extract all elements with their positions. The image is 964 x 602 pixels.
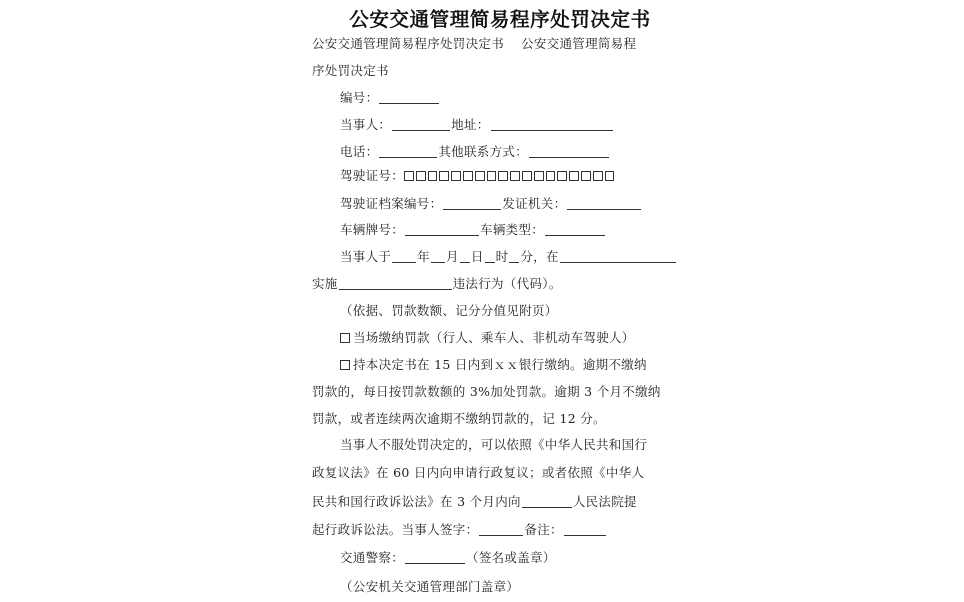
appeal-text-3b: 人民法院提 bbox=[572, 494, 637, 509]
appeal-text-3-row bbox=[312, 494, 637, 510]
onsite-payment-checkbox[interactable] bbox=[340, 333, 350, 343]
license-digit-box[interactable] bbox=[569, 171, 579, 181]
phone-label: 电话： bbox=[340, 144, 379, 159]
party-name-field[interactable] bbox=[392, 117, 450, 131]
party-signature-field[interactable] bbox=[479, 522, 523, 536]
appeal-text-3a: 民共和国行政诉讼法》在 3 个月内向 bbox=[312, 494, 521, 509]
license-digit-box[interactable] bbox=[463, 171, 473, 181]
license-digit-box[interactable] bbox=[487, 171, 497, 181]
other-contact-label: 其他联系方式： bbox=[438, 144, 529, 159]
department-seal-note: （公安机关交通管理部门盖章） bbox=[340, 579, 520, 594]
officer-signature-field[interactable] bbox=[405, 550, 465, 564]
bank-option-text-1: 持本决定书在 15 日内到ｘｘ银行缴纳。逾期不缴纳 bbox=[353, 357, 647, 372]
day-label: 日 bbox=[470, 249, 484, 264]
address-label: 地址： bbox=[451, 117, 490, 132]
appeal-text-2: 政复议法》在 60 日内向申请行政复议；或者依照《中华人 bbox=[312, 465, 645, 480]
onsite-option-row bbox=[340, 330, 635, 346]
party-row bbox=[340, 117, 614, 133]
license-label: 驾驶证号： bbox=[340, 168, 405, 183]
vehicle-type-field[interactable] bbox=[545, 222, 605, 236]
license-digit-box[interactable] bbox=[593, 171, 603, 181]
license-number-boxes[interactable] bbox=[404, 168, 616, 183]
hour-field[interactable] bbox=[485, 249, 495, 263]
violation-field[interactable] bbox=[339, 276, 452, 290]
license-digit-box[interactable] bbox=[404, 171, 414, 181]
appeal-text-4: 起行政诉讼法。当事人签字： bbox=[312, 522, 479, 537]
onsite-option-label: 当场缴纳罚款（行人、乘车人、非机动车驾驶人） bbox=[353, 330, 635, 345]
document-title: 公安交通管理简易程序处罚决定书 bbox=[349, 8, 651, 31]
subtitle-line-1: 公安交通管理简易程序处罚决定书 公安交通管理简易程 bbox=[312, 36, 637, 51]
license-digit-box[interactable] bbox=[498, 171, 508, 181]
hour-label: 时 bbox=[495, 249, 509, 264]
remark-label: 备注： bbox=[524, 522, 563, 537]
day-field[interactable] bbox=[460, 249, 470, 263]
month-field[interactable] bbox=[431, 249, 445, 263]
place-field[interactable] bbox=[560, 249, 676, 263]
subtitle-line-2: 序处罚决定书 bbox=[312, 63, 389, 78]
violation-row bbox=[312, 276, 562, 292]
year-field[interactable] bbox=[392, 249, 416, 263]
license-digit-box[interactable] bbox=[581, 171, 591, 181]
archive-row bbox=[340, 196, 642, 212]
officer-row bbox=[340, 550, 556, 566]
license-digit-box[interactable] bbox=[546, 171, 556, 181]
party-label: 当事人： bbox=[340, 117, 392, 132]
time-place-row bbox=[340, 249, 677, 265]
bank-option-text-3: 罚款，或者连续两次逾期不缴纳罚款的，记 12 分。 bbox=[312, 411, 606, 426]
license-digit-box[interactable] bbox=[439, 171, 449, 181]
phone-row bbox=[340, 144, 610, 160]
license-digit-box[interactable] bbox=[557, 171, 567, 181]
vehicle-row bbox=[340, 222, 606, 238]
archive-number-field[interactable] bbox=[443, 196, 501, 210]
time-prefix: 当事人于 bbox=[340, 249, 392, 264]
license-digit-box[interactable] bbox=[510, 171, 520, 181]
other-contact-field[interactable] bbox=[529, 144, 609, 158]
license-digit-box[interactable] bbox=[475, 171, 485, 181]
officer-note: （签名或盖章） bbox=[466, 550, 556, 565]
license-digit-box[interactable] bbox=[534, 171, 544, 181]
minute-field[interactable] bbox=[509, 249, 519, 263]
violation-code-label: 违法行为（代码）。 bbox=[452, 276, 562, 291]
month-label: 月 bbox=[446, 249, 459, 264]
license-row bbox=[340, 168, 616, 184]
issuer-label: 发证机关： bbox=[502, 196, 567, 211]
license-digit-box[interactable] bbox=[428, 171, 438, 181]
vehicle-type-label: 车辆类型： bbox=[480, 222, 545, 237]
basis-note: （依据、罚款数额、记分分值见附页） bbox=[340, 303, 558, 318]
signature-row bbox=[312, 522, 607, 538]
number-field[interactable] bbox=[379, 90, 439, 104]
penalty-decision-document bbox=[312, 0, 684, 602]
bank-payment-checkbox[interactable] bbox=[340, 360, 350, 370]
license-digit-box[interactable] bbox=[416, 171, 426, 181]
officer-label: 交通警察： bbox=[340, 550, 405, 565]
plate-label: 车辆牌号： bbox=[340, 222, 405, 237]
year-label: 年 bbox=[417, 249, 431, 264]
license-digit-box[interactable] bbox=[605, 171, 615, 181]
license-digit-box[interactable] bbox=[451, 171, 461, 181]
appeal-text-1: 当事人不服处罚决定的，可以依照《中华人民共和国行 bbox=[340, 437, 648, 452]
phone-field[interactable] bbox=[379, 144, 437, 158]
court-field[interactable] bbox=[522, 494, 572, 508]
bank-option-text-2: 罚款的，每日按罚款数额的 3%加处罚款。逾期 3 个月不缴纳 bbox=[312, 384, 661, 399]
remark-field[interactable] bbox=[564, 522, 606, 536]
issuer-field[interactable] bbox=[567, 196, 641, 210]
number-row bbox=[340, 90, 440, 106]
plate-field[interactable] bbox=[405, 222, 479, 236]
minute-at-label: 分，在 bbox=[520, 249, 559, 264]
archive-label: 驾驶证档案编号： bbox=[340, 196, 443, 211]
commit-label: 实施 bbox=[312, 276, 338, 291]
address-field[interactable] bbox=[491, 117, 613, 131]
license-digit-box[interactable] bbox=[522, 171, 532, 181]
bank-option-row bbox=[340, 357, 647, 373]
number-label: 编号： bbox=[340, 90, 379, 105]
